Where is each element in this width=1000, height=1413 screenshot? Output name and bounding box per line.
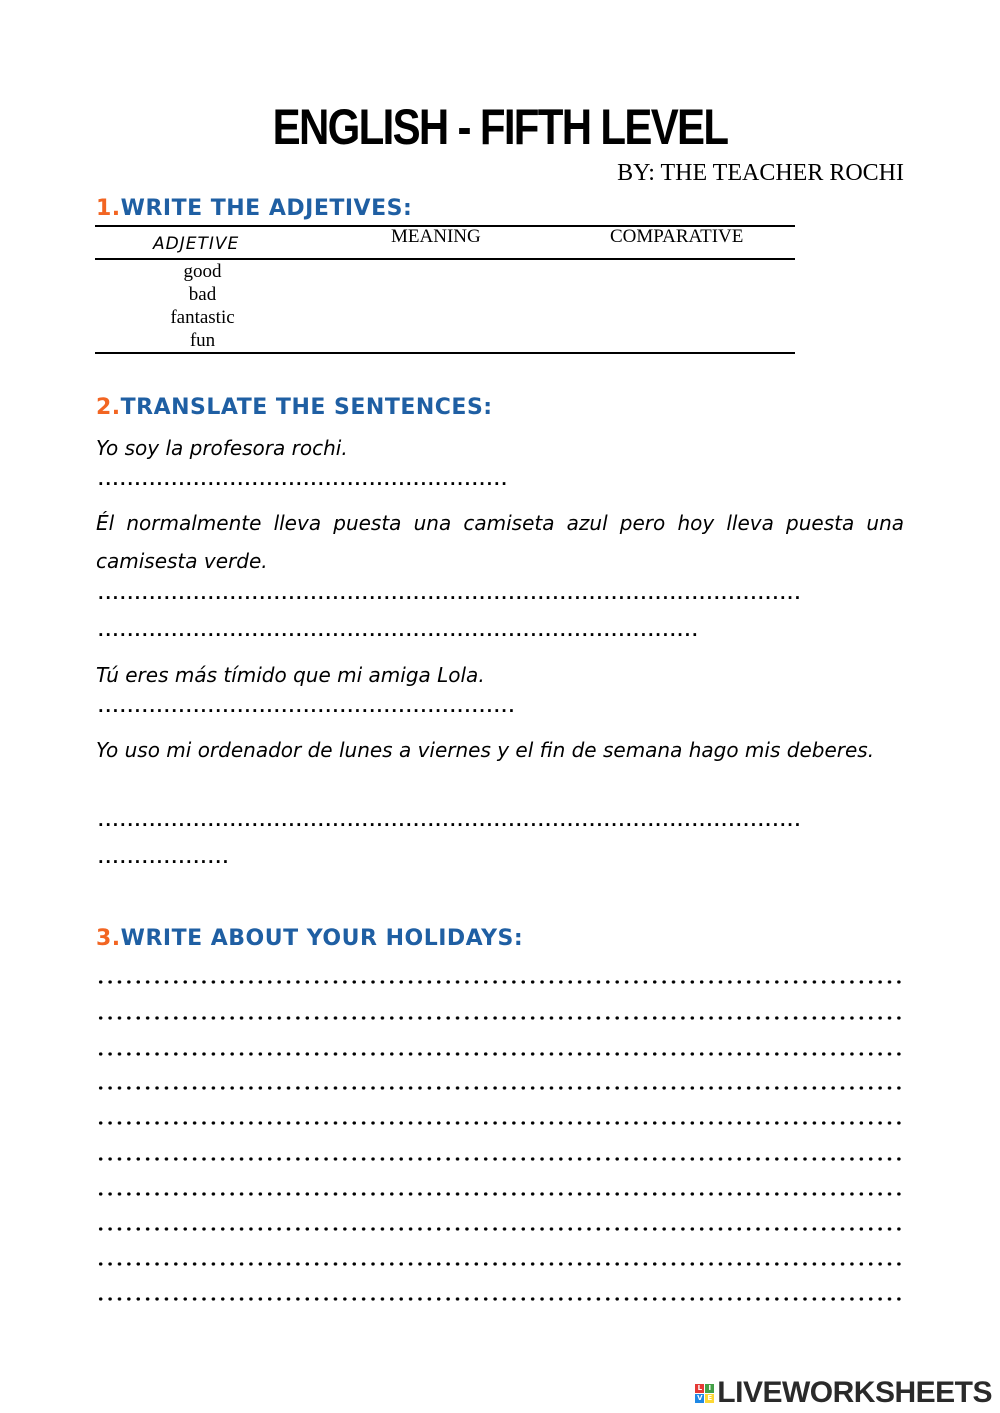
logo-text: LIVEWORKSHEETS — [717, 1376, 992, 1409]
adjective-item: fun — [189, 330, 216, 351]
holiday-writing-line[interactable] — [96, 1086, 904, 1090]
holiday-writing-line[interactable] — [96, 1121, 904, 1125]
worksheet-title: ENGLISH - FIFTH LEVEL — [272, 99, 728, 155]
section-3-heading — [96, 926, 523, 951]
adjective-item: good — [183, 261, 222, 282]
section-1-number: 1. — [96, 196, 121, 221]
author-line: BY: THE TEACHER ROCHI — [617, 160, 904, 186]
holiday-writing-line[interactable] — [96, 1297, 904, 1301]
holiday-writing-line[interactable] — [96, 1262, 904, 1266]
holiday-writing-line[interactable] — [96, 1192, 904, 1196]
column-header-adjective: ADJETIVE — [153, 234, 240, 254]
sentence-1: Yo soy la profesora rochi. — [96, 436, 348, 460]
sentence-2: Él normalmente lleva puesta una camiseta azul pero hoy lleva puesta una camisesta verde. — [96, 511, 904, 573]
section-3-number: 3. — [96, 926, 121, 951]
adjective-list — [145, 260, 260, 352]
answer-line[interactable]: ........................................................ — [96, 470, 507, 489]
logo-badge-letter: E — [705, 1394, 714, 1403]
column-header-comparative: COMPARATIVE — [610, 226, 744, 247]
column-header-meaning: MEANING — [391, 226, 481, 247]
section-2-heading-text: TRANSLATE THE SENTENCES: — [120, 395, 493, 420]
section-3-heading-text: WRITE ABOUT YOUR HOLIDAYS: — [120, 926, 524, 951]
adjective-item: fantastic — [170, 307, 235, 328]
answer-line[interactable]: ................................................................................................ — [96, 584, 800, 603]
adjective-table — [95, 225, 795, 355]
logo-badge-letter: I — [705, 1384, 714, 1393]
answer-line[interactable]: .................. — [96, 848, 228, 867]
sentence-4: Yo uso mi ordenador de lunes a viernes y el fin de semana hago mis deberes. — [96, 738, 875, 762]
section-2-heading — [96, 395, 493, 420]
holiday-writing-line[interactable] — [96, 980, 904, 984]
section-2-number: 2. — [96, 395, 121, 420]
answer-line[interactable]: ......................................................... — [96, 697, 514, 716]
section-1-heading — [96, 196, 412, 221]
holiday-writing-line[interactable] — [96, 1227, 904, 1231]
holiday-writing-line[interactable] — [96, 1157, 904, 1161]
sentence-3: Tú eres más tímido que mi amiga Lola. — [96, 663, 485, 687]
logo-badge-letter: L — [695, 1384, 704, 1393]
holiday-writing-line[interactable] — [96, 1016, 904, 1020]
logo-badge-icon — [695, 1384, 714, 1403]
section-1-heading-text: WRITE THE ADJETIVES: — [120, 196, 413, 221]
holiday-writing-line[interactable] — [96, 1052, 904, 1056]
adjective-item: bad — [188, 284, 217, 305]
answer-line[interactable]: .................................................................................. — [96, 621, 698, 640]
liveworksheets-logo — [695, 1376, 992, 1410]
logo-badge-letter: V — [697, 1393, 703, 1402]
answer-line[interactable]: ................................................................................................ — [96, 811, 800, 830]
table-bottom-rule — [95, 352, 795, 354]
